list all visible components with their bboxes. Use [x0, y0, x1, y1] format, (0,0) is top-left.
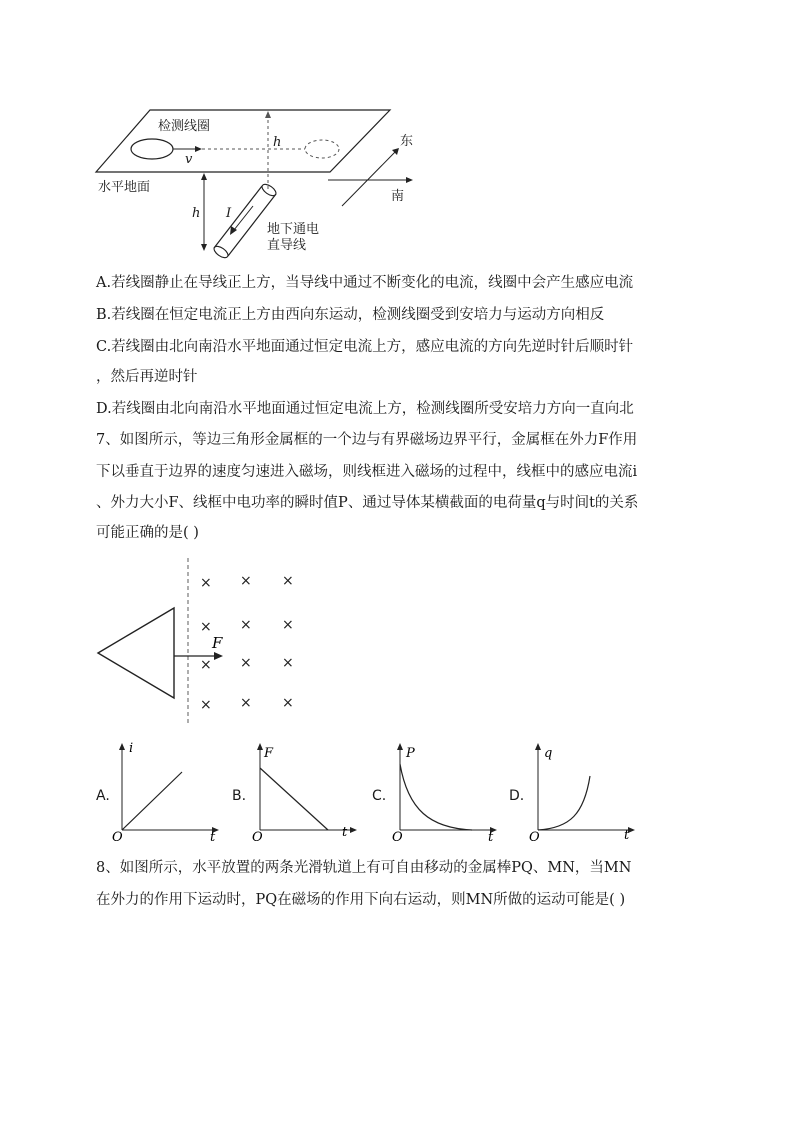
- graph-c-option: C.: [372, 788, 387, 804]
- field-mark: ×: [282, 695, 294, 711]
- graph-a-xlabel: t: [210, 830, 216, 842]
- label-v: v: [185, 152, 193, 167]
- graph-b-xlabel: t: [342, 825, 348, 840]
- q6-option-c: C.若线圈由北向南沿水平地面通过恒定电流上方，感应电流的方向先逆时针后顺时针: [96, 339, 634, 355]
- field-mark: ×: [240, 573, 252, 589]
- label-ground: 水平地面: [98, 180, 151, 195]
- q7-line-3: 、外力大小F、线框中电功率的瞬时值P、通过导体某横截面的电荷量q与时间t的关系: [96, 495, 639, 511]
- graph-d-option: D.: [509, 788, 525, 804]
- field-mark: ×: [240, 655, 252, 671]
- field-mark: ×: [200, 657, 212, 673]
- label-east: 东: [400, 134, 414, 149]
- graph-d: [528, 738, 638, 842]
- graph-a: [112, 738, 222, 842]
- coil-ellipse: [131, 139, 173, 159]
- q7-line-1: 7、如图所示，等边三角形金属框的一个边与有界磁场边界平行，金属框在外力F作用: [96, 432, 638, 448]
- triangle-frame: [98, 608, 174, 698]
- graph-a-origin: O: [112, 830, 123, 842]
- graph-b-curve: [260, 768, 328, 830]
- q8-line-2: 在外力的作用下运动时，PQ在磁场的作用下向右运动，则MN所做的运动可能是( ): [96, 892, 626, 908]
- field-mark: ×: [200, 575, 212, 591]
- graph-c-xlabel: t: [488, 830, 494, 842]
- graph-b: [250, 738, 360, 842]
- q6-option-d: D.若线圈由北向南沿水平地面通过恒定电流上方，检测线圈所受安培力方向一直向北: [96, 401, 634, 417]
- coil-ghost: [305, 140, 339, 158]
- label-south: 南: [391, 189, 405, 204]
- q6-option-b: B.若线圈在恒定电流正上方由西向东运动，检测线圈受到安培力与运动方向相反: [96, 307, 605, 323]
- graph-b-origin: O: [252, 830, 263, 842]
- graph-b-ylabel: F: [264, 746, 274, 761]
- graph-d-curve: [538, 776, 590, 830]
- graph-c: [390, 738, 500, 842]
- figure-triangle-field: [92, 556, 312, 726]
- graph-b-option: B.: [232, 788, 247, 804]
- graph-d-ylabel: q: [544, 746, 553, 761]
- graph-d-origin: O: [529, 830, 540, 842]
- q7-line-4: 可能正确的是( ): [96, 525, 199, 541]
- label-current: I: [226, 206, 232, 221]
- label-h-left: h: [192, 206, 201, 221]
- graph-a-ylabel: i: [129, 741, 134, 756]
- graph-c-origin: O: [392, 830, 403, 842]
- label-wire-2: 直导线: [267, 238, 307, 253]
- field-mark: ×: [282, 573, 294, 589]
- graph-c-curve: [400, 764, 472, 830]
- q6-option-a: A.若线圈静止在导线正上方，当导线中通过不断变化的电流，线圈中会产生感应电流: [96, 275, 634, 291]
- label-h-top: h: [273, 135, 282, 150]
- q7-line-2: 下以垂直于边界的速度匀速进入磁场，则线框进入磁场的过程中，线框中的感应电流i: [96, 464, 638, 480]
- field-mark: ×: [282, 617, 294, 633]
- graph-a-option: A.: [96, 788, 110, 804]
- force-label: F: [212, 634, 223, 652]
- field-mark: ×: [240, 617, 252, 633]
- field-mark: ×: [240, 695, 252, 711]
- field-mark: ×: [200, 619, 212, 635]
- label-coil: 检测线圈: [158, 119, 211, 134]
- q6-option-c-cont: ，然后再逆时针: [96, 369, 198, 385]
- field-mark: ×: [200, 697, 212, 713]
- field-mark: ×: [282, 655, 294, 671]
- q8-line-1: 8、如图所示，水平放置的两条光滑轨道上有可自由移动的金属棒PQ、MN，当MN: [96, 860, 632, 876]
- figure-coil-wire: [90, 100, 430, 265]
- graph-c-ylabel: P: [406, 746, 415, 761]
- label-wire-1: 地下通电: [267, 222, 320, 237]
- graph-d-xlabel: t: [624, 828, 630, 842]
- graph-a-curve: [122, 772, 182, 830]
